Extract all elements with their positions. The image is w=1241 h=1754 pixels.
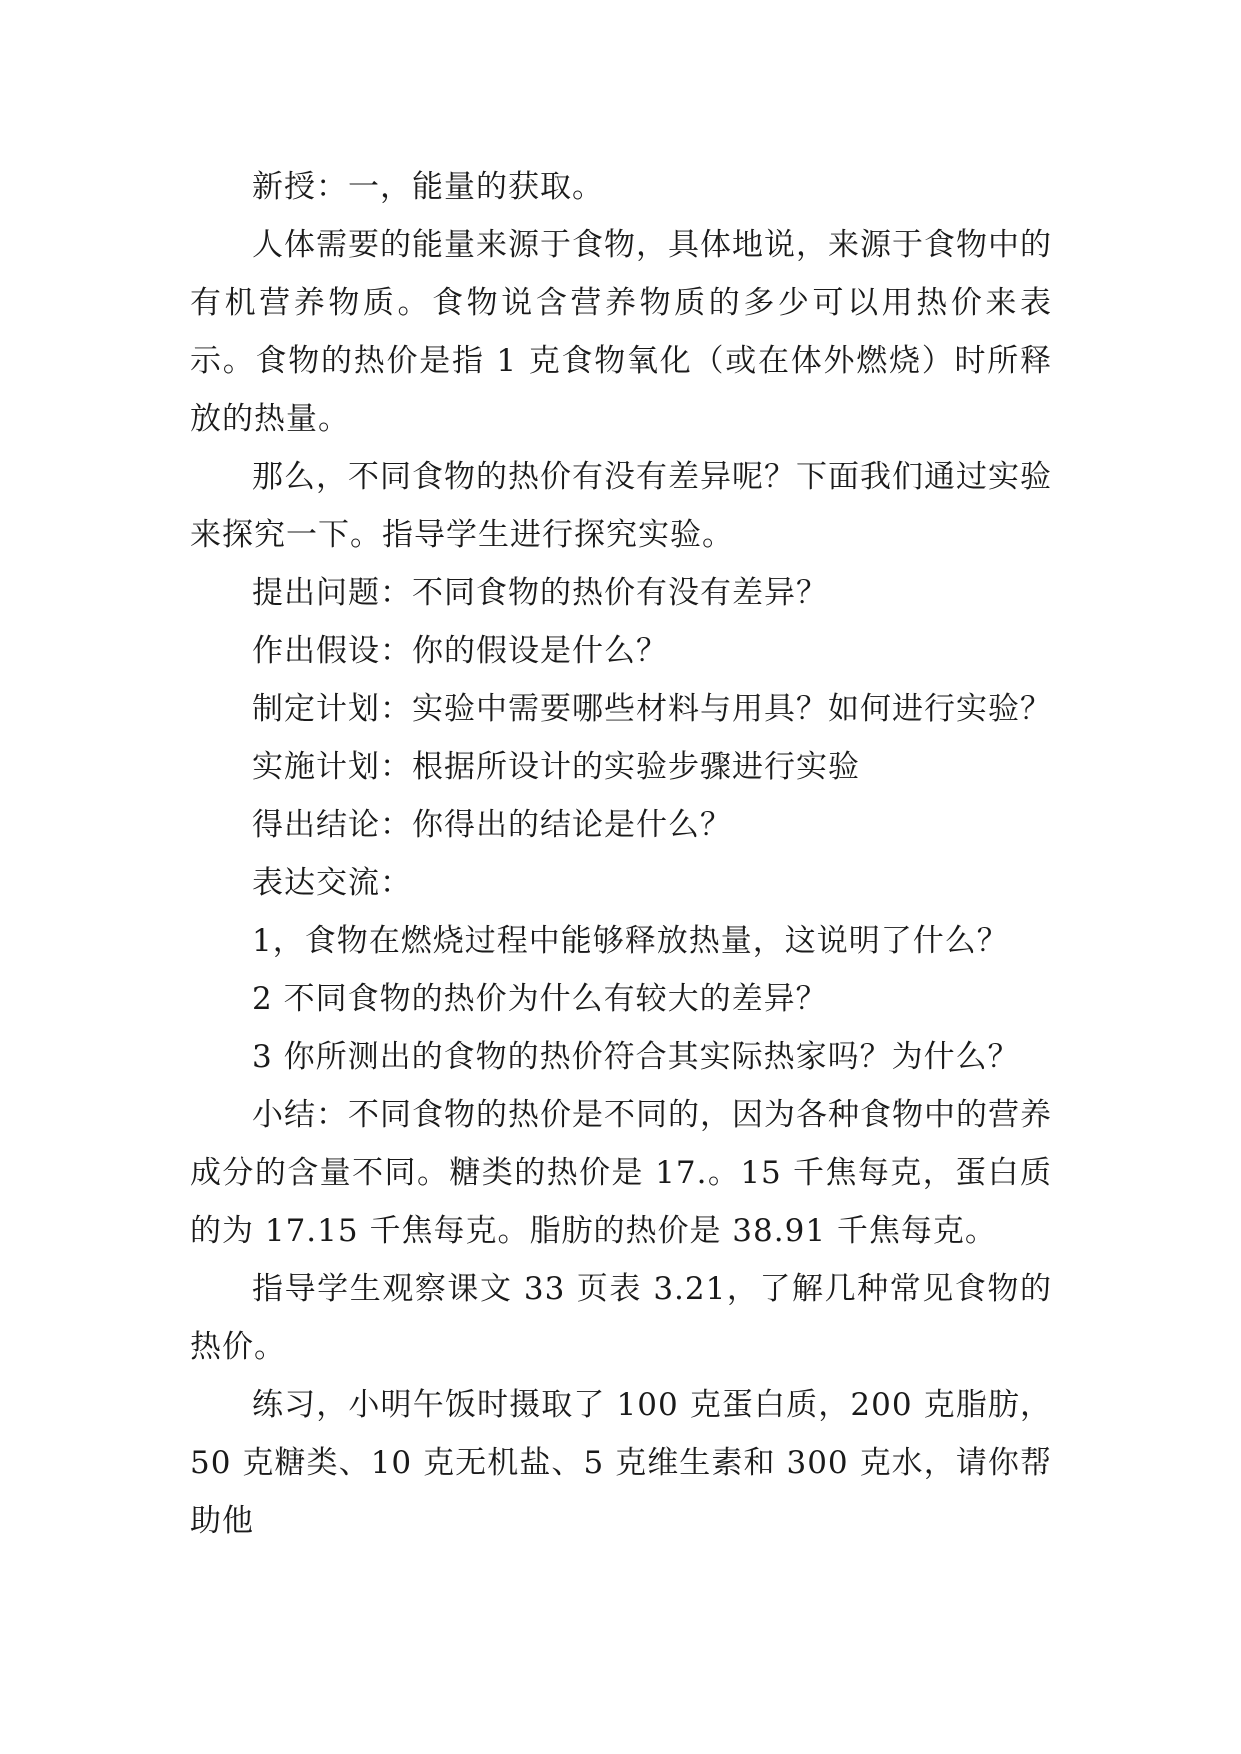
paragraph-discussion: 表达交流： [252,865,412,901]
paragraph-exercise: 练习，小明午饭时摄取了 100 克蛋白质，200 克脂肪，50 克糖类、10 克无机盐、5 克维生素和 300 克水，请你帮助他 [190,1387,1052,1539]
paragraph-carry-out: 实施计划：根据所设计的实验步骤进行实验 [252,749,860,785]
paragraph-experiment-intro: 那么，不同食物的热价有没有差异呢？下面我们通过实验来探究一下。指导学生进行探究实验。 [190,459,1052,553]
paragraph-heading-new-lesson: 新授：一，能量的获取。 [252,169,604,205]
paragraph-raise-question: 提出问题：不同食物的热价有没有差异？ [252,575,828,611]
paragraph-textbook-table: 指导学生观察课文 33 页表 3.21，了解几种常见食物的热价。 [190,1271,1052,1365]
paragraph-question-3: 3 你所测出的食物的热价符合其实际热家吗？为什么？ [252,1039,1020,1075]
paragraph-summary: 小结：不同食物的热价是不同的，因为各种食物中的营养成分的含量不同。糖类的热价是 17.。15 千焦每克，蛋白质的为 17.15 千焦每克。脂肪的热价是 38.91 千焦每克。 [190,1097,1052,1249]
paragraph-conclusion: 得出结论：你得出的结论是什么？ [252,807,732,843]
paragraph-question-1: 1，食物在燃烧过程中能够释放热量，这说明了什么？ [252,923,1009,959]
paragraph-question-2: 2 不同食物的热价为什么有较大的差异？ [252,981,828,1017]
paragraph-energy-source: 人体需要的能量来源于食物，具体地说，来源于食物中的有机营养物质。食物说含营养物质的多少可以用热价来表示。食物的热价是指 1 克食物氧化（或在体外燃烧）时所释放的热量。 [190,227,1052,437]
paragraph-make-plan: 制定计划：实验中需要哪些材料与用具？如何进行实验？ [252,691,1052,727]
paragraph-hypothesis: 作出假设：你的假设是什么？ [252,633,668,669]
body-text [190,158,1052,1550]
